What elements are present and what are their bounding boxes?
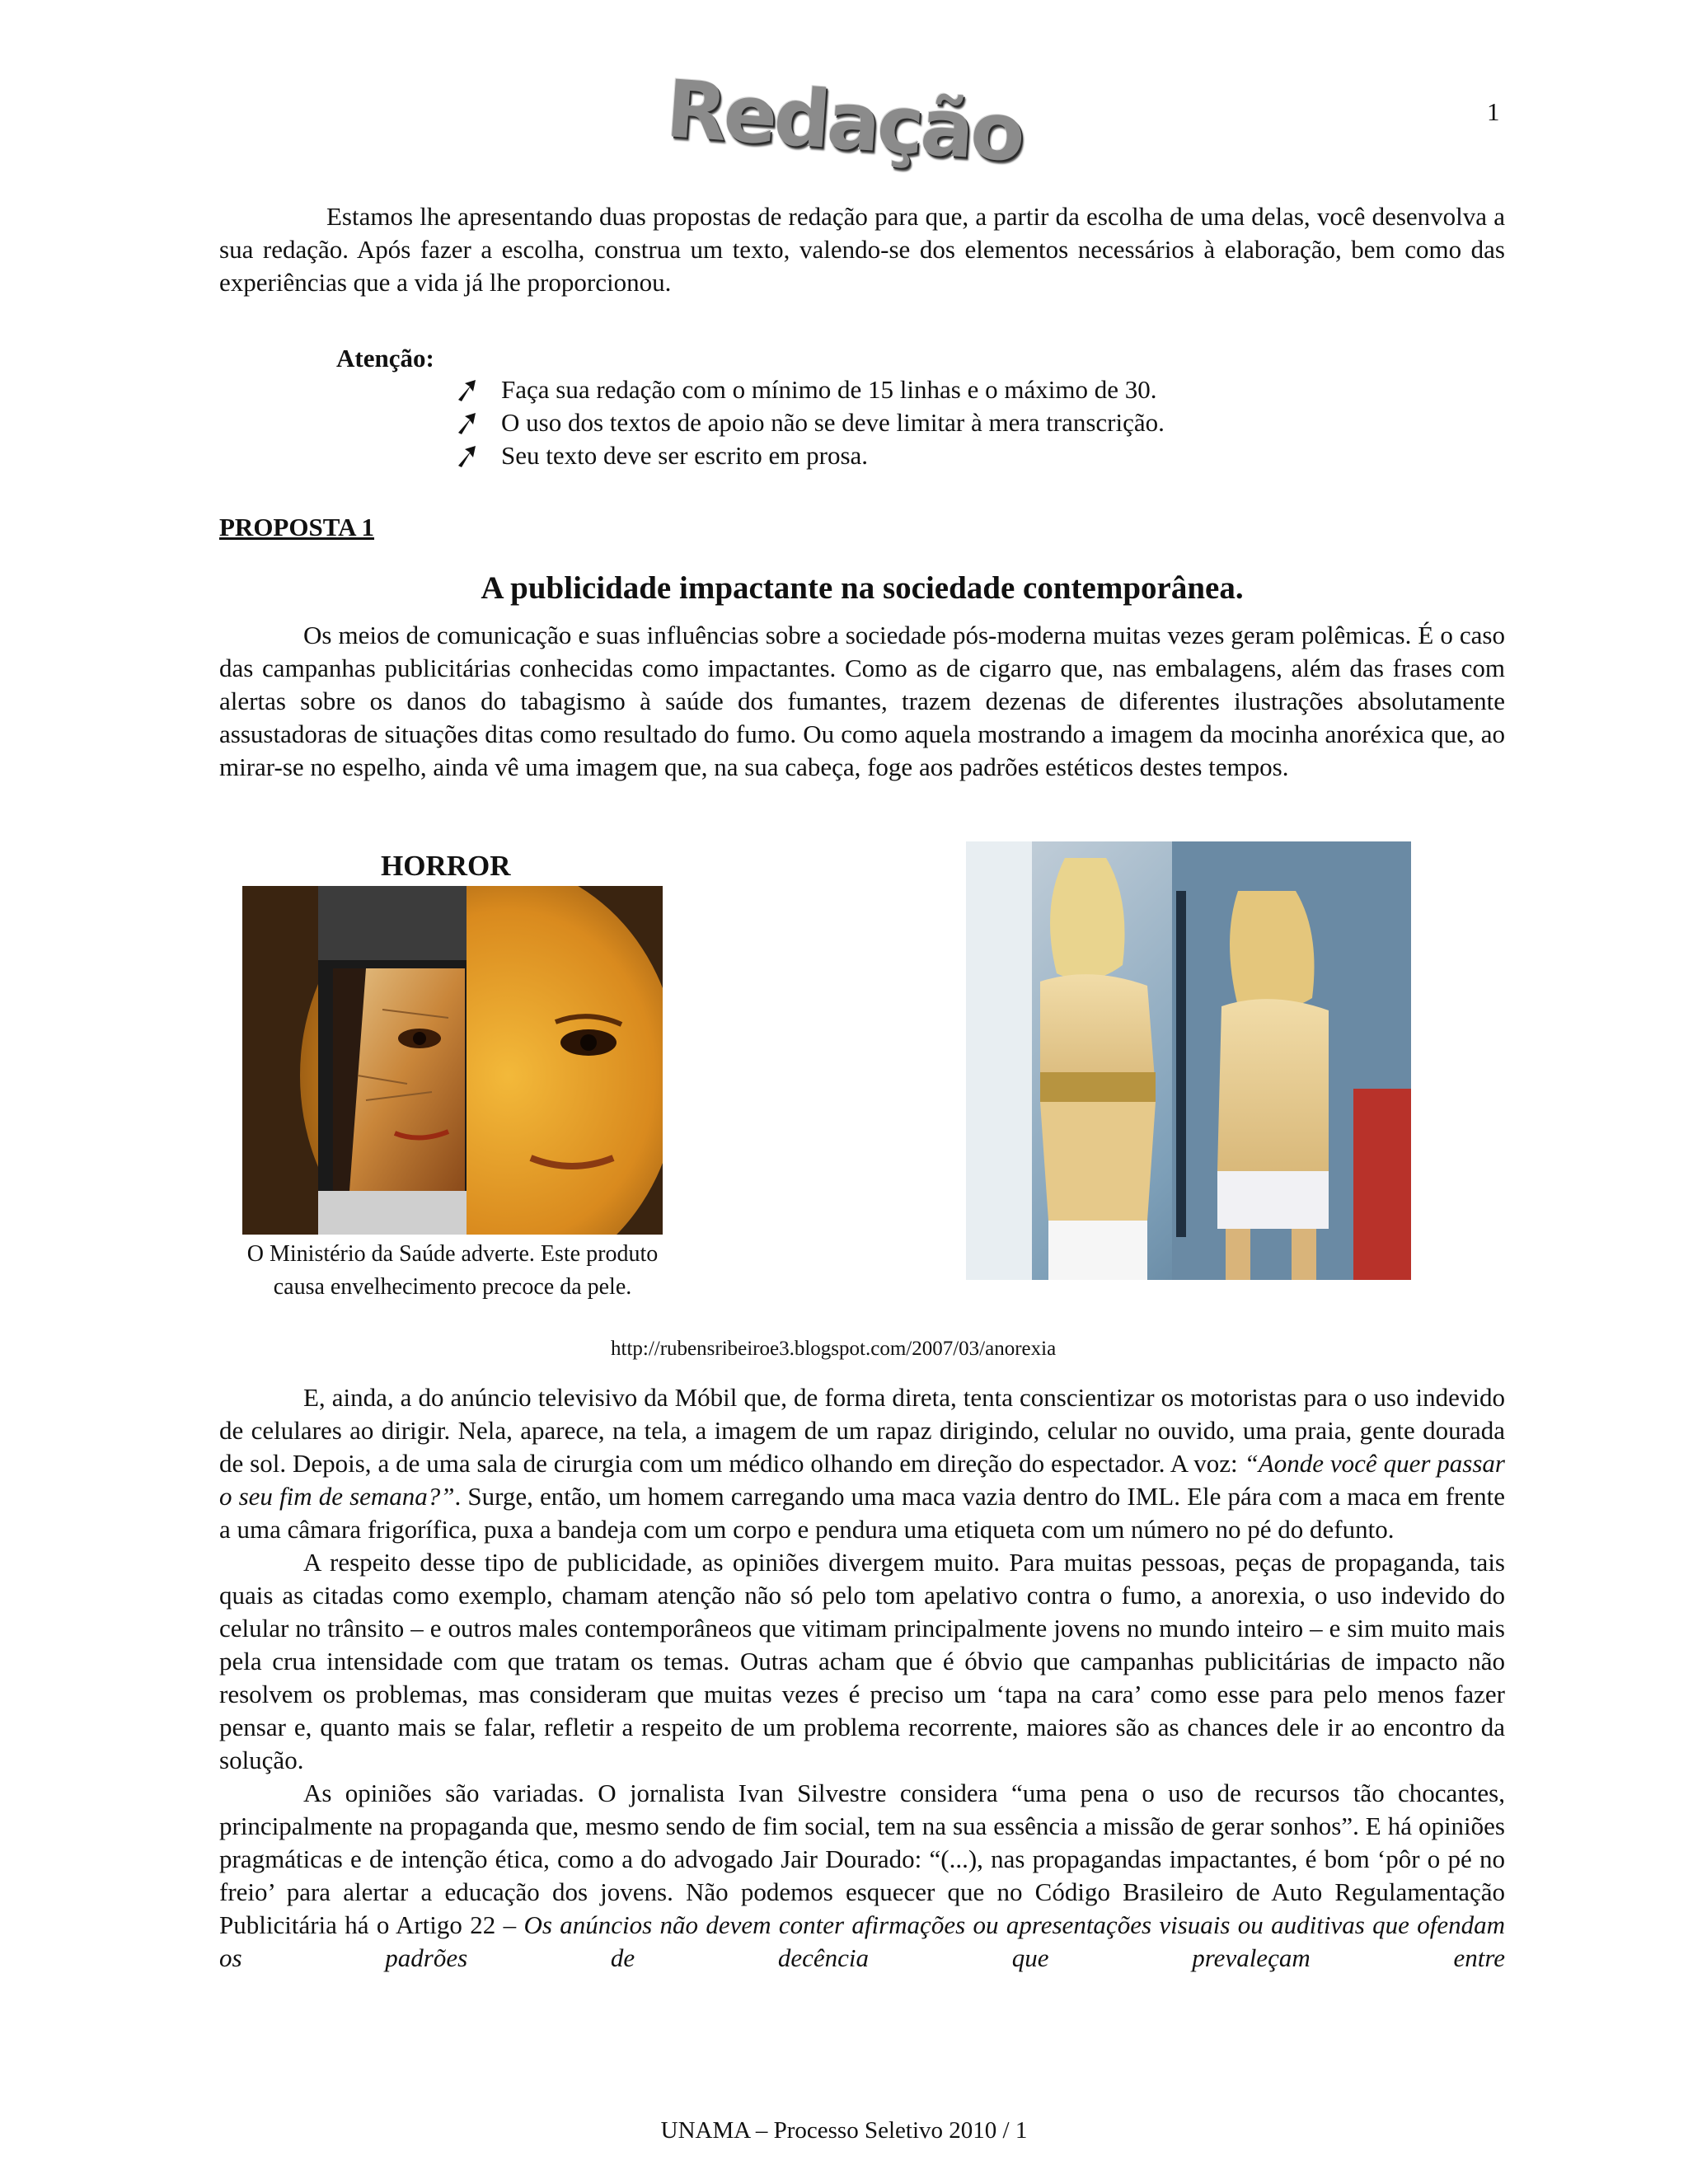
attention-item-text: Faça sua redação com o mínimo de 15 linhas e o máximo de 30. <box>501 375 1157 404</box>
attention-item-text: Seu texto deve ser escrito em prosa. <box>501 441 869 470</box>
body-text <box>219 1381 1505 1975</box>
proposal-title: A publicidade impactante na sociedade contemporânea. <box>481 570 1244 606</box>
attention-item <box>455 439 1165 472</box>
paragraph-2 <box>219 1381 1505 1546</box>
page-footer: UNAMA – Processo Seletivo 2010 / 1 <box>660 2117 1028 2144</box>
attention-item <box>455 373 1165 406</box>
paragraph-2-after: . Surge, então, um homem carregando uma maca vazia dentro do IML. Ele pára com a maca em frente a uma câmara frigorífica, puxa a bandeja com um corpo e pendura uma etiqueta com um número no pé do defunto. <box>219 1482 1505 1544</box>
proposta-heading: PROPOSTA 1 <box>219 513 375 541</box>
paragraph-2-before: E, ainda, a do anúncio televisivo da Móbil que, de forma direta, tenta conscientizar os motoristas para o uso indevido de celulares ao dirigir. Nela, aparece, na tela, a imagem de um rapaz dirigindo, celular no ouvido, uma praia, gente dourada de sol. Depois, a de uma sala de cirurgia com um médico olhando em direção do espectador. A voz: <box>219 1383 1505 1478</box>
arrow-up-right-icon <box>455 410 478 435</box>
cigarette-warning-illustration <box>242 886 663 1235</box>
attention-item-text: O uso dos textos de apoio não se deve limitar à mera transcrição. <box>501 408 1165 437</box>
horror-label: HORROR <box>381 850 511 882</box>
intro-text: Estamos lhe apresentando duas propostas de redação para que, a partir da escolha de uma delas, você desenvolva a sua redação. Após fazer a escolha, construa um texto, valendo-se dos elementos necessários à elaboração, bem como das experiências que a vida já lhe proporcionou. <box>219 202 1505 297</box>
paragraph-4-text: As opiniões são variadas. O jornalista Ivan Silvestre considera “uma pena o uso de recursos tão chocantes, principalmente na propaganda que, mesmo sendo de fim social, tem na sua essência a missão de gerar sonhos”. E há opiniões pragmáticas e de intenção ética, como a do advogado Jair Dourado: “(...), nas propagandas impactantes, é bom ‘pôr o pé no freio’ para alertar a educação dos jovens. Não podemos esquecer que no Código Brasileiro de Auto Regulamentação Publicitária há o Artigo 22 – <box>219 1779 1505 1939</box>
attention-label: Atenção: <box>336 344 434 373</box>
attention-item <box>455 406 1165 439</box>
intro-paragraph <box>219 200 1505 299</box>
paragraph-1 <box>219 619 1505 784</box>
attention-list <box>455 373 1165 472</box>
source-url: http://rubensribeiroe3.blogspot.com/2007/03/anorexia <box>611 1338 1057 1360</box>
redacao-logo <box>663 63 1025 183</box>
paragraph-4-italic: Os anúncios não devem conter afirmações ou apresentações visuais ou auditivas que ofendam os padrões de decência que prevaleçam entre <box>219 1910 1506 1972</box>
paragraph-1-text: Os meios de comunicação e suas influências sobre a sociedade pós-moderna muitas vezes geram polêmicas. É o caso das campanhas publicitárias conhecidas como impactantes. Como as de cigarro que, nas embalagens, além das frases com alertas sobre os danos do tabagismo à saúde dos fumantes, trazem dezenas de diferentes ilustrações absolutamente assustadoras de situações ditas como resultado do fumo. Ou como aquela mostrando a imagem da mocinha anoréxica que, ao mirar-se no espelho, ainda vê uma imagem que, na sua cabeça, foge aos padrões estéticos destes tempos. <box>219 621 1505 781</box>
arrow-up-right-icon <box>455 377 478 402</box>
paragraph-4 <box>219 1777 1505 1975</box>
horror-caption: O Ministério da Saúde adverte. Este produto causa envelhecimento precoce da pele. <box>246 1241 659 1300</box>
paragraph-3: A respeito desse tipo de publicidade, as opiniões divergem muito. Para muitas pessoas, peças de propaganda, tais quais as citadas como exemplo, chamam atenção não só pelo tom apelativo contra o fumo, a anorexia, o uso indevido do celular no trânsito – e outros males contemporâneos que vitimam principalmente jovens no mundo inteiro – e sim muito mais pela crua intensidade com que tratam os temas. Outras acham que é óbvio que campanhas publicitárias de impacto não resolvem os problemas, mas consideram que muitas vezes é preciso um ‘tapa na cara’ como esse para pelo menos fazer pensar e, quanto mais se falar, refletir a respeito de um problema recorrente, maiores são as chances dele ir ao encontro da solução. <box>219 1548 1505 1774</box>
cigarette-warning-photo <box>242 886 663 1235</box>
arrow-up-right-icon <box>455 443 478 468</box>
anorexia-mirror-photo <box>966 841 1411 1280</box>
logo-text: Redação <box>663 63 1025 180</box>
page-number: 1 <box>1487 97 1500 126</box>
paragraph-2-quote: “Aonde você quer passar o seu fim de semana?” <box>219 1449 1505 1511</box>
mirror-illustration <box>966 841 1411 1280</box>
